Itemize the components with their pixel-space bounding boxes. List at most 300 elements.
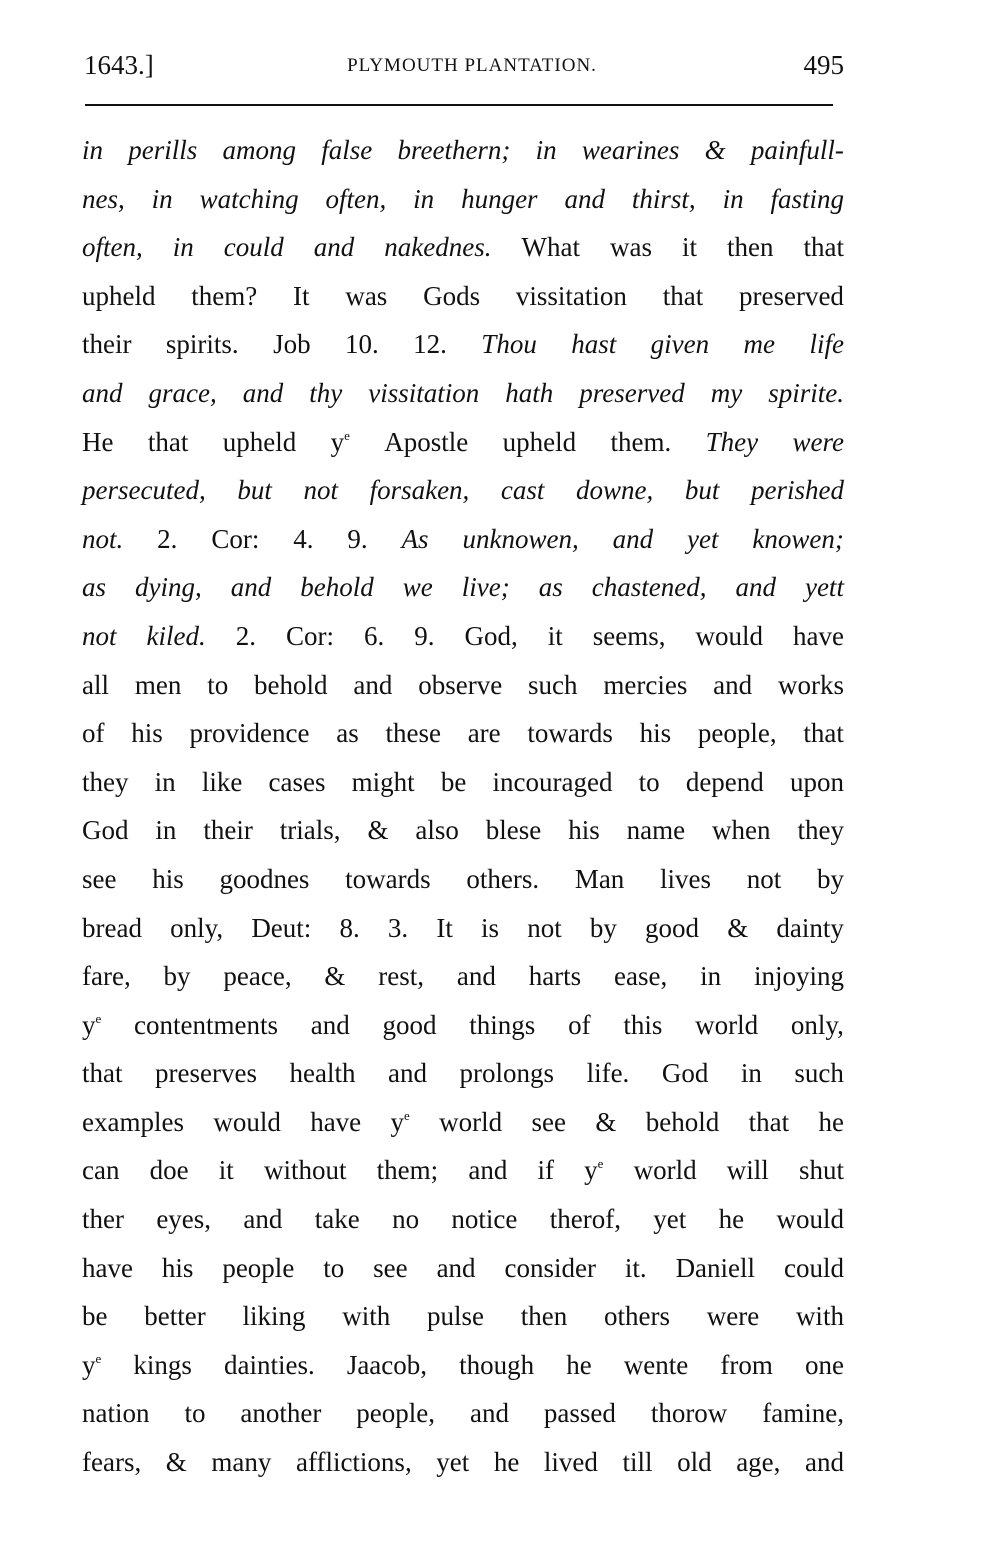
word [223, 418, 297, 467]
word [135, 563, 202, 612]
word [152, 855, 184, 904]
word [166, 1438, 187, 1487]
word [82, 1438, 141, 1487]
word [610, 223, 652, 272]
text-segment: thy [309, 377, 343, 408]
text-segment: not [746, 863, 782, 894]
text-segment: It [293, 280, 310, 311]
word [727, 1146, 769, 1195]
text-segment: preserved [738, 280, 844, 311]
page-body-text [82, 126, 844, 1487]
word [645, 904, 699, 953]
word [384, 223, 491, 272]
word [364, 612, 384, 661]
text-segment: 2. [235, 620, 256, 651]
text-segment: by [816, 863, 844, 894]
text-line [82, 369, 844, 418]
word [378, 952, 424, 1001]
text-segment: as [538, 572, 563, 603]
text-segment: and [469, 1398, 509, 1429]
word [494, 1438, 519, 1487]
word [388, 1049, 427, 1098]
text-segment: yett [804, 572, 844, 603]
word [296, 1438, 412, 1487]
word [481, 904, 499, 953]
word [706, 418, 758, 467]
word [538, 1146, 555, 1195]
word [460, 1049, 555, 1098]
word [481, 320, 537, 369]
text-line [82, 1098, 844, 1147]
text-segment: Apostle [384, 426, 469, 457]
word [222, 1244, 294, 1293]
text-segment: life [809, 329, 844, 360]
text-segment: his [152, 863, 184, 894]
text-segment: goodnes [219, 863, 310, 894]
word [82, 1389, 150, 1438]
word [459, 1341, 534, 1390]
superscript-e: e [95, 1010, 102, 1026]
word [634, 1146, 697, 1195]
text-segment: it [547, 620, 563, 651]
word [754, 952, 844, 1001]
text-segment: ther [82, 1204, 124, 1235]
word [128, 126, 197, 175]
word [310, 1098, 361, 1147]
word [148, 418, 189, 467]
word [82, 709, 105, 758]
word [713, 661, 752, 710]
text-segment: their [82, 329, 132, 360]
text-segment: he [566, 1349, 592, 1380]
text-segment: They [705, 426, 759, 457]
word [651, 1389, 728, 1438]
text-segment: 4. [293, 523, 314, 554]
text-segment: injoying [753, 961, 844, 992]
text-segment: kings [133, 1349, 192, 1380]
word [770, 175, 844, 224]
text-segment: that [82, 1058, 123, 1089]
text-segment: world [633, 1155, 697, 1186]
word [331, 418, 350, 467]
text-segment: they [82, 766, 129, 797]
word [466, 855, 539, 904]
word [705, 126, 726, 175]
word [566, 1341, 591, 1390]
text-segment: & [367, 815, 389, 846]
text-segment: my [710, 377, 743, 408]
text-segment: and [242, 377, 284, 408]
text-segment: have [82, 1252, 133, 1283]
text-line [82, 515, 844, 564]
text-segment: in [155, 815, 177, 846]
text-segment: others. [466, 863, 540, 894]
text-segment: knowen; [752, 523, 844, 554]
text-segment: and [353, 669, 393, 700]
word [686, 758, 764, 807]
word [603, 661, 687, 710]
superscript-e: e [95, 1350, 102, 1366]
text-line [82, 952, 844, 1001]
text-segment: nakednes. [384, 232, 492, 263]
text-segment: often, [82, 232, 143, 263]
word [339, 904, 359, 953]
text-segment: but [684, 475, 720, 506]
text-segment: bread [82, 912, 142, 943]
word [82, 1001, 101, 1050]
text-segment: towards [345, 863, 431, 894]
text-segment: contentments [134, 1009, 279, 1040]
text-segment: that [803, 232, 844, 263]
text-segment: Thou [481, 329, 537, 360]
word [707, 1292, 759, 1341]
word [803, 223, 844, 272]
text-segment: would [776, 1204, 844, 1235]
word [527, 709, 612, 758]
word [805, 1438, 844, 1487]
word [663, 272, 704, 321]
text-segment: that [803, 718, 844, 749]
text-segment: all [82, 669, 109, 700]
text-segment: behold [645, 1106, 720, 1137]
text-segment: and [612, 523, 654, 554]
text-segment: fears, [82, 1447, 142, 1478]
word [423, 272, 480, 321]
text-segment: in [151, 183, 173, 214]
text-segment: y [82, 1349, 96, 1380]
text-segment: of [82, 718, 105, 749]
text-segment: yet [653, 1204, 687, 1235]
text-segment: be [440, 766, 467, 797]
word [147, 612, 206, 661]
word [695, 1001, 758, 1050]
word [82, 1049, 123, 1098]
word [436, 1438, 469, 1487]
text-segment: no [392, 1204, 420, 1235]
text-segment: if [537, 1155, 554, 1186]
word [470, 1389, 509, 1438]
word [818, 1098, 843, 1147]
word [347, 1341, 427, 1390]
text-segment: in [740, 1058, 762, 1089]
word [536, 126, 557, 175]
text-segment: have [310, 1106, 362, 1137]
text-segment: fare, [82, 961, 131, 992]
word [164, 952, 191, 1001]
text-line [82, 223, 844, 272]
text-segment: 10. [344, 329, 379, 360]
word [418, 661, 502, 710]
word [303, 466, 338, 515]
word [469, 1001, 535, 1050]
text-line [82, 661, 844, 710]
word [133, 1341, 192, 1390]
superscript-e: e [404, 1107, 410, 1123]
text-segment: kiled. [146, 620, 206, 651]
text-segment: age, [736, 1447, 781, 1478]
text-segment: Cor: [286, 620, 335, 651]
word [623, 1001, 662, 1050]
word [82, 272, 156, 321]
text-segment: y [390, 1106, 405, 1137]
text-segment: God [661, 1058, 709, 1089]
text-segment: harts [528, 961, 582, 992]
word [778, 661, 844, 710]
text-segment: thorow [650, 1398, 728, 1429]
word [367, 806, 388, 855]
text-segment: that [147, 426, 189, 457]
text-segment: in [82, 135, 104, 165]
text-segment: What [521, 232, 580, 263]
text-segment: though [459, 1349, 535, 1380]
text-line [82, 855, 844, 904]
text-segment: these [385, 718, 441, 749]
text-line [82, 1341, 844, 1390]
word [590, 904, 617, 953]
text-segment: one [804, 1349, 844, 1380]
text-segment: see [373, 1252, 408, 1283]
text-segment: peace, [223, 961, 292, 992]
text-line [82, 1195, 844, 1244]
text-segment: 3. [387, 912, 409, 943]
word [200, 175, 299, 224]
text-segment: to [323, 1252, 345, 1283]
text-segment: till [622, 1447, 653, 1478]
word [604, 1292, 670, 1341]
word [441, 758, 466, 807]
word [82, 418, 113, 467]
word [290, 1049, 356, 1098]
word [776, 904, 844, 953]
text-segment: might [351, 766, 415, 797]
text-segment: as [82, 572, 107, 603]
text-segment: thirst, [631, 183, 696, 214]
word [82, 369, 123, 418]
text-segment: & [595, 1106, 617, 1137]
word [682, 223, 697, 272]
word [505, 369, 553, 418]
text-segment: was [345, 280, 388, 311]
word [203, 806, 252, 855]
text-segment: 12. [413, 329, 447, 360]
word [384, 418, 468, 467]
word [550, 1195, 621, 1244]
word [576, 466, 653, 515]
word [264, 1146, 347, 1195]
word [564, 175, 605, 224]
word [383, 1001, 437, 1050]
word [191, 272, 257, 321]
word [437, 1244, 476, 1293]
word [347, 515, 367, 564]
text-line [82, 1244, 844, 1293]
word [321, 126, 372, 175]
word [82, 223, 143, 272]
text-segment: fasting [770, 183, 844, 214]
word [413, 320, 447, 369]
word [571, 320, 616, 369]
word [712, 806, 770, 855]
header-year: 1643.] [84, 50, 154, 80]
text-segment: see [82, 863, 117, 894]
word [280, 806, 341, 855]
word [468, 1146, 507, 1195]
word [323, 1244, 344, 1293]
text-segment: to [184, 1398, 206, 1429]
text-segment: old [677, 1447, 712, 1478]
word [504, 1244, 595, 1293]
word [345, 855, 430, 904]
word [503, 418, 577, 467]
text-segment: only, [170, 912, 224, 943]
word [223, 126, 297, 175]
text-segment: lives [660, 863, 712, 894]
text-segment: behold [300, 572, 374, 603]
text-segment: with [342, 1301, 391, 1332]
word [353, 661, 392, 710]
word [82, 563, 106, 612]
text-segment: from [720, 1349, 773, 1380]
word [624, 1341, 688, 1390]
word [809, 320, 844, 369]
text-segment: their [203, 815, 253, 846]
word [82, 1341, 101, 1390]
word [224, 1341, 315, 1390]
word [639, 758, 660, 807]
text-segment: he [818, 1106, 844, 1137]
word [207, 661, 228, 710]
word [662, 1049, 709, 1098]
word [486, 806, 541, 855]
word [805, 1341, 844, 1390]
text-segment: and [230, 572, 272, 603]
text-segment: could [223, 232, 284, 263]
running-header [84, 50, 844, 86]
text-segment: upheld [222, 426, 297, 457]
text-segment: can [82, 1155, 120, 1186]
text-line [82, 904, 844, 953]
text-segment: 9. [347, 523, 368, 554]
text-segment: behold [254, 669, 328, 700]
text-segment: upheld [502, 426, 577, 457]
word [575, 855, 625, 904]
text-segment: them. [610, 426, 672, 457]
text-segment: of [568, 1009, 591, 1040]
text-segment: perished [751, 475, 844, 506]
text-segment: see [531, 1106, 566, 1137]
text-segment: such [794, 1058, 844, 1089]
text-segment: unknowen, [462, 523, 579, 554]
word [131, 709, 163, 758]
text-segment: downe, [576, 475, 654, 506]
text-segment: watching [199, 183, 299, 214]
word [762, 1389, 844, 1438]
word [720, 1341, 772, 1390]
text-segment: hast [571, 329, 617, 360]
word [82, 126, 103, 175]
text-segment: 8. [339, 912, 360, 943]
word [744, 320, 775, 369]
text-segment: afflictions, [295, 1447, 412, 1478]
text-segment: men [134, 669, 182, 700]
word [311, 1001, 350, 1050]
word [413, 175, 434, 224]
word [314, 223, 355, 272]
word [739, 272, 844, 321]
word [700, 952, 721, 1001]
text-segment: dying, [135, 572, 202, 603]
text-segment: many [211, 1447, 272, 1478]
text-segment: would [695, 620, 764, 651]
text-segment: to [207, 669, 229, 700]
text-segment: to [638, 766, 660, 797]
text-segment: God, [464, 620, 518, 651]
word [243, 1195, 282, 1244]
word [82, 904, 142, 953]
text-segment: this [623, 1009, 663, 1040]
text-segment: works [778, 669, 844, 700]
word [436, 904, 453, 953]
text-line [82, 612, 844, 661]
word [727, 904, 748, 953]
word [439, 1098, 502, 1147]
word [166, 320, 239, 369]
word [790, 758, 844, 807]
text-segment: often, [325, 183, 387, 214]
word [627, 806, 685, 855]
text-segment: life. [586, 1058, 630, 1089]
word [300, 563, 374, 612]
word [237, 466, 272, 515]
text-segment: passed [543, 1398, 616, 1429]
word [736, 1438, 780, 1487]
text-segment: cases [268, 766, 326, 797]
text-segment: name [626, 815, 686, 846]
word [614, 952, 667, 1001]
text-segment: and [564, 183, 605, 214]
text-segment: another [240, 1398, 322, 1429]
word [735, 563, 776, 612]
word [82, 320, 131, 369]
word [568, 1001, 591, 1050]
text-segment: nes, [82, 183, 125, 214]
word [156, 1195, 211, 1244]
word [791, 1001, 844, 1050]
word [794, 1049, 844, 1098]
word [397, 126, 510, 175]
word [584, 1146, 603, 1195]
word [240, 1389, 321, 1438]
word [752, 515, 843, 564]
text-segment: & [704, 135, 726, 165]
word [370, 466, 470, 515]
text-segment: were [706, 1301, 760, 1332]
word [727, 223, 774, 272]
text-segment: are [467, 718, 501, 749]
word [82, 806, 129, 855]
word [82, 1195, 124, 1244]
text-line [82, 806, 844, 855]
word [698, 709, 777, 758]
text-segment: in [700, 961, 722, 992]
text-segment: and [388, 1058, 428, 1089]
text-segment: Jaacob, [346, 1349, 428, 1380]
text-segment: is [481, 912, 500, 943]
text-line [82, 758, 844, 807]
word [751, 126, 844, 175]
word [82, 855, 116, 904]
header-title: PLYMOUTH PLANTATION. [347, 55, 597, 76]
